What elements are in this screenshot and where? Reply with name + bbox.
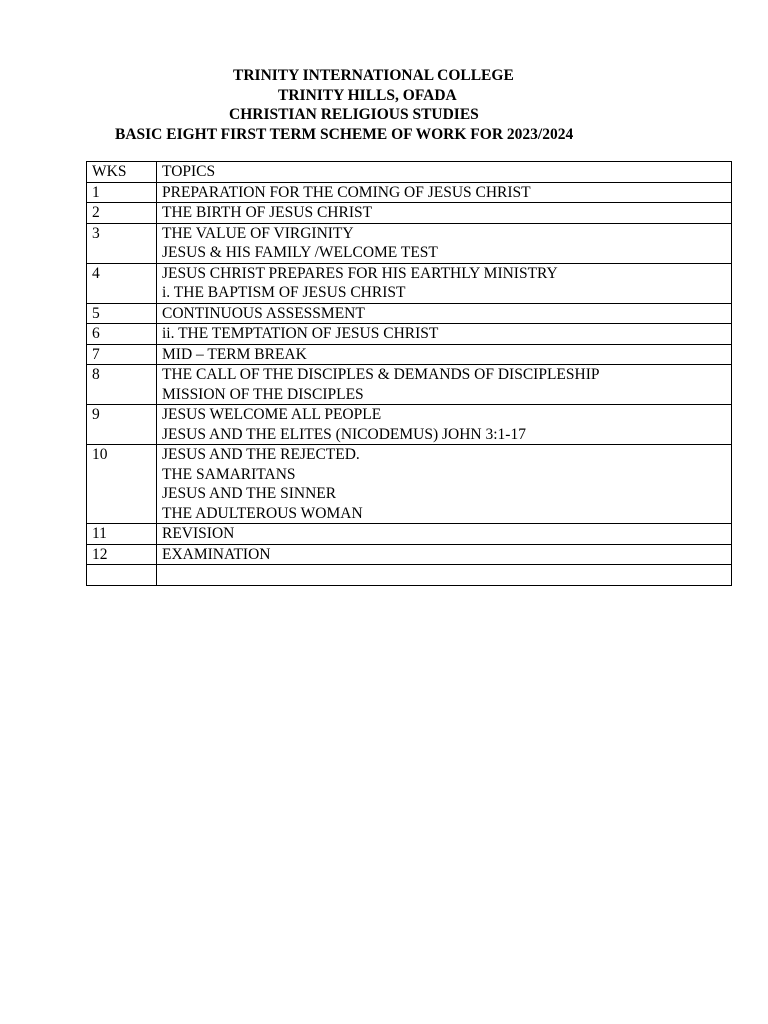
topic-line: THE VALUE OF VIRGINITY xyxy=(162,224,354,242)
topic-cell xyxy=(157,223,732,263)
empty-topic-cell xyxy=(157,565,732,586)
topic-cell xyxy=(157,445,732,524)
week-cell: 12 xyxy=(87,544,157,565)
topic-line: REVISION xyxy=(162,525,235,542)
week-cell: 3 xyxy=(87,223,157,263)
topic-line: JESUS AND THE ELITES (NICODEMUS) JOHN 3:1-17 xyxy=(162,425,526,443)
empty-table-row xyxy=(87,565,732,586)
week-cell: 4 xyxy=(87,263,157,303)
week-cell: 5 xyxy=(87,303,157,324)
week-cell: 6 xyxy=(87,324,157,345)
week-cell: 8 xyxy=(87,365,157,405)
topic-line: JESUS CHRIST PREPARES FOR HIS EARTHLY MINISTRY xyxy=(162,264,558,282)
week-cell: 7 xyxy=(87,344,157,365)
table-row xyxy=(87,365,732,405)
scheme-title: BASIC EIGHT FIRST TERM SCHEME OF WORK FOR 2023/2024 xyxy=(115,125,574,143)
table-row xyxy=(87,445,732,524)
week-cell: 11 xyxy=(87,524,157,545)
table-row xyxy=(87,223,732,263)
topic-cell xyxy=(157,344,732,365)
week-cell: 2 xyxy=(87,203,157,224)
topic-line: THE BIRTH OF JESUS CHRIST xyxy=(162,204,373,221)
table-row xyxy=(87,524,732,545)
topic-cell xyxy=(157,365,732,405)
topic-line: THE ADULTEROUS WOMAN xyxy=(162,504,363,522)
topic-cell xyxy=(157,182,732,203)
subject-title: CHRISTIAN RELIGIOUS STUDIES xyxy=(229,106,479,123)
table-row xyxy=(87,303,732,324)
topic-line: EXAMINATION xyxy=(162,545,271,563)
column-header-weeks: WKS xyxy=(87,162,157,183)
table-row xyxy=(87,544,732,565)
topic-line: JESUS AND THE SINNER xyxy=(162,485,337,502)
topic-line: ii. THE TEMPTATION OF JESUS CHRIST xyxy=(162,325,439,342)
topic-line: CONTINUOUS ASSESSMENT xyxy=(162,304,365,322)
topic-line: THE SAMARITANS xyxy=(162,465,296,483)
topic-line: JESUS & HIS FAMILY /WELCOME TEST xyxy=(162,244,438,261)
empty-week-cell xyxy=(87,565,157,586)
topic-cell xyxy=(157,324,732,345)
topic-cell xyxy=(157,405,732,445)
table-row xyxy=(87,324,732,345)
column-header-topics: TOPICS xyxy=(157,162,732,183)
table-row xyxy=(87,344,732,365)
table-row xyxy=(87,203,732,224)
table-row xyxy=(87,263,732,303)
topic-line: i. THE BAPTISM OF JESUS CHRIST xyxy=(162,284,406,301)
college-name: TRINITY INTERNATIONAL COLLEGE xyxy=(233,67,514,84)
topic-line: JESUS AND THE REJECTED. xyxy=(162,446,360,463)
table-row xyxy=(87,405,732,445)
table-row xyxy=(87,182,732,203)
scheme-of-work-table xyxy=(86,161,732,586)
topic-cell xyxy=(157,263,732,303)
topic-line: THE CALL OF THE DISCIPLES & DEMANDS OF DISCIPLESHIP xyxy=(162,366,600,383)
topic-cell xyxy=(157,544,732,565)
week-cell: 1 xyxy=(87,182,157,203)
table-header-row xyxy=(87,162,732,183)
topic-line: PREPARATION FOR THE COMING OF JESUS CHRIST xyxy=(162,183,531,201)
topic-cell xyxy=(157,303,732,324)
topic-line: MID – TERM BREAK xyxy=(162,345,307,363)
week-cell: 10 xyxy=(87,445,157,524)
topic-cell xyxy=(157,203,732,224)
table-body xyxy=(87,182,732,585)
college-address: TRINITY HILLS, OFADA xyxy=(278,86,457,104)
topic-cell xyxy=(157,524,732,545)
week-cell: 9 xyxy=(87,405,157,445)
document-header xyxy=(0,66,768,144)
topic-line: MISSION OF THE DISCIPLES xyxy=(162,385,364,403)
topic-line: JESUS WELCOME ALL PEOPLE xyxy=(162,406,382,423)
